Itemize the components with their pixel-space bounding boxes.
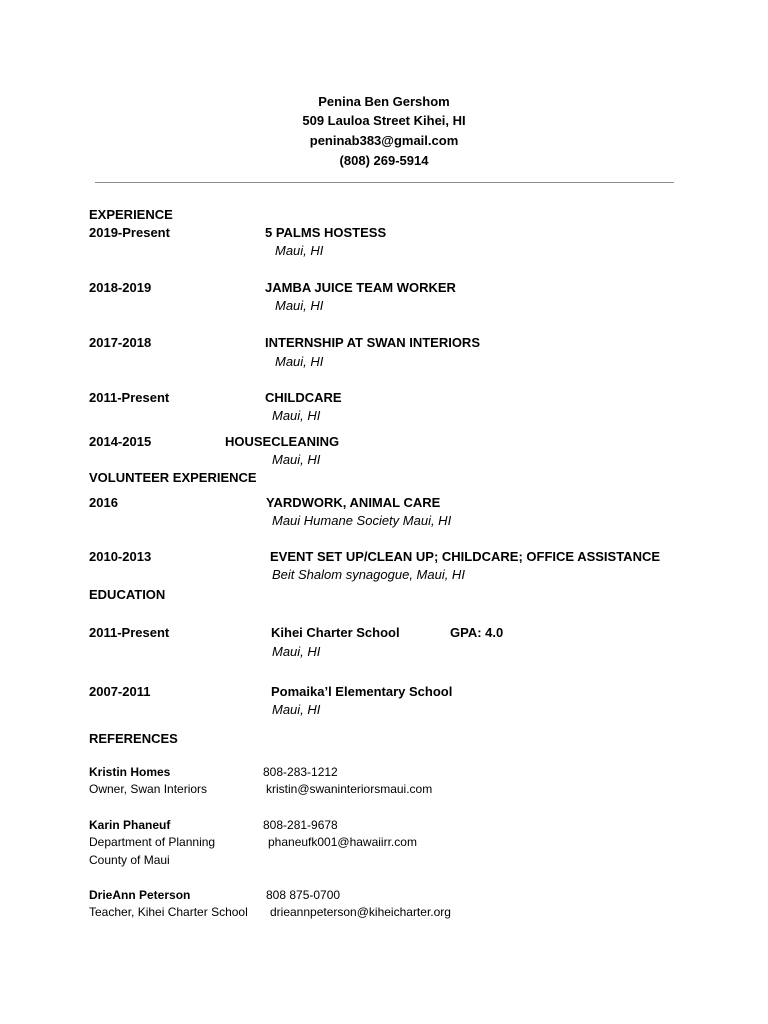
education-years: 2007-2011 xyxy=(89,684,151,699)
resume-address: 509 Lauloa Street Kihei, HI xyxy=(302,113,466,128)
experience-years: 2019-Present xyxy=(89,225,170,240)
education-years: 2011-Present xyxy=(89,625,170,640)
reference-name: Karin Phaneuf xyxy=(89,818,171,832)
experience-location: Maui, HI xyxy=(275,354,324,369)
experience-location: Maui, HI xyxy=(272,452,321,467)
experience-location: Maui, HI xyxy=(275,298,324,313)
education-school: Kihei Charter School xyxy=(271,625,400,640)
experience-title: INTERNSHIP AT SWAN INTERIORS xyxy=(265,335,480,350)
reference-role-line2: County of Maui xyxy=(89,853,170,867)
experience-years: 2017-2018 xyxy=(89,335,152,350)
volunteer-years: 2016 xyxy=(89,495,118,510)
references-heading: REFERENCES xyxy=(89,731,178,746)
reference-phone: 808-283-1212 xyxy=(263,765,338,779)
experience-title: HOUSECLEANING xyxy=(225,434,340,449)
reference-phone: 808-281-9678 xyxy=(263,818,338,832)
experience-years: 2014-2015 xyxy=(89,434,152,449)
reference-email: phaneufk001@hawaiirr.com xyxy=(268,835,417,849)
experience-location: Maui, HI xyxy=(275,243,324,258)
experience-location: Maui, HI xyxy=(272,408,321,423)
reference-phone: 808 875-0700 xyxy=(266,888,341,902)
volunteer-title: YARDWORK, ANIMAL CARE xyxy=(266,495,441,510)
volunteer-heading: VOLUNTEER EXPERIENCE xyxy=(89,470,257,485)
resume-phone: (808) 269-5914 xyxy=(339,153,429,168)
experience-title: 5 PALMS HOSTESS xyxy=(265,225,387,240)
education-gpa: GPA: 4.0 xyxy=(450,625,504,640)
reference-role: Department of Planning xyxy=(89,835,216,849)
reference-email: kristin@swaninteriorsmaui.com xyxy=(266,782,433,796)
education-school: Pomaika’l Elementary School xyxy=(271,684,453,699)
reference-role: Teacher, Kihei Charter School xyxy=(89,905,248,919)
experience-title: CHILDCARE xyxy=(265,390,342,405)
volunteer-title: EVENT SET UP/CLEAN UP; CHILDCARE; OFFICE ASSISTANCE xyxy=(270,549,661,564)
volunteer-location: Beit Shalom synagogue, Maui, HI xyxy=(272,567,465,582)
experience-years: 2011-Present xyxy=(89,390,170,405)
volunteer-location: Maui Humane Society Maui, HI xyxy=(272,513,452,528)
experience-heading: EXPERIENCE xyxy=(89,207,173,222)
education-location: Maui, HI xyxy=(272,644,321,659)
experience-title: JAMBA JUICE TEAM WORKER xyxy=(265,280,456,295)
volunteer-years: 2010-2013 xyxy=(89,549,152,564)
resume-name: Penina Ben Gershom xyxy=(318,94,450,109)
reference-email: drieannpeterson@kiheicharter.org xyxy=(270,905,451,919)
header-divider xyxy=(95,182,674,183)
reference-name: DrieAnn Peterson xyxy=(89,888,191,902)
experience-years: 2018-2019 xyxy=(89,280,152,295)
reference-name: Kristin Homes xyxy=(89,765,171,779)
reference-role: Owner, Swan Interiors xyxy=(89,782,208,796)
education-heading: EDUCATION xyxy=(89,587,166,602)
resume-email: peninab383@gmail.com xyxy=(309,133,459,148)
education-location: Maui, HI xyxy=(272,702,321,717)
